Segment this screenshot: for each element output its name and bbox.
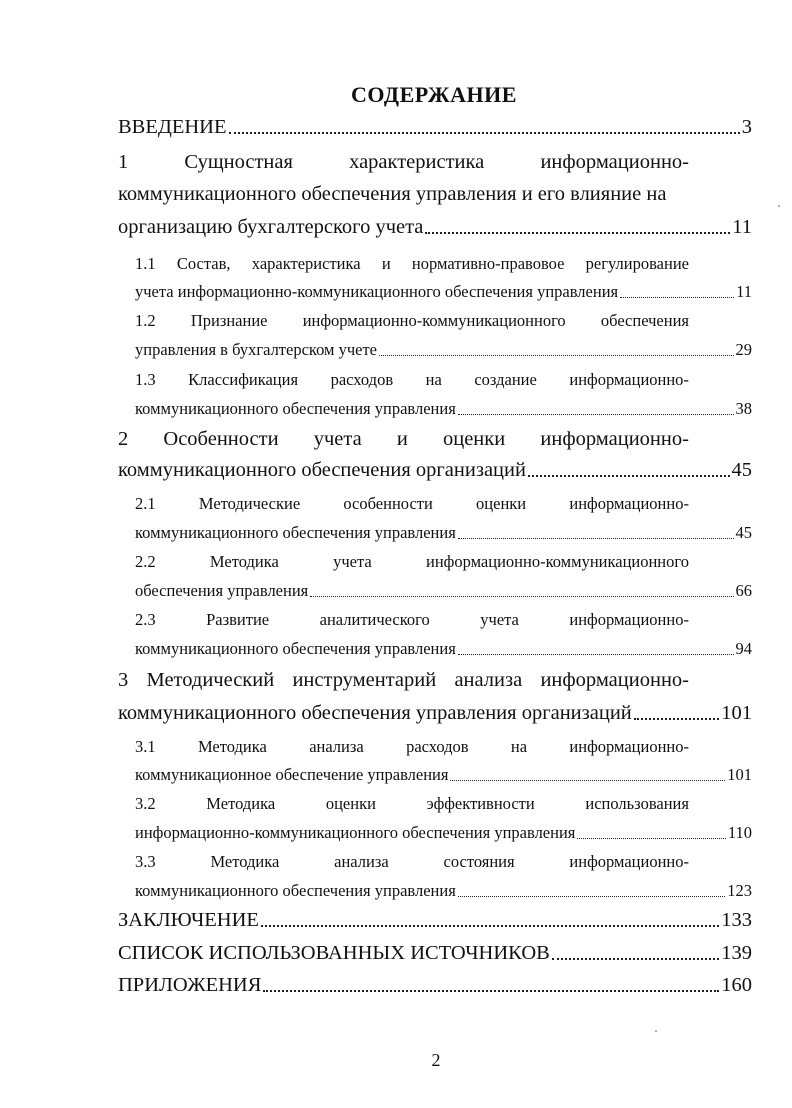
toc-entry-text: коммуникационного обеспечения управления и его влияние на bbox=[118, 183, 667, 205]
word: эффективности bbox=[426, 794, 535, 813]
toc-page-number: 139 bbox=[721, 942, 752, 964]
toc-section-2-1-line-1[interactable] bbox=[135, 494, 689, 514]
chapter-number: 3 bbox=[118, 669, 129, 691]
toc-entry-intro[interactable] bbox=[118, 116, 752, 139]
scan-speck bbox=[655, 1030, 657, 1032]
toc-page-number: 45 bbox=[731, 459, 752, 481]
toc-section-1-1-line-2[interactable] bbox=[135, 282, 752, 302]
word: и bbox=[381, 254, 391, 273]
dot-leader bbox=[620, 297, 734, 298]
toc-entry-text: учета информационно-коммуникационного обеспечения управления bbox=[135, 282, 619, 301]
word: информационно- bbox=[569, 494, 689, 513]
toc-page-number: 101 bbox=[727, 765, 752, 784]
word: расходов bbox=[330, 370, 394, 389]
toc-entry-text: коммуникационного обеспечения управления bbox=[135, 399, 456, 418]
toc-chapter-1-line-1[interactable] bbox=[118, 151, 689, 174]
word: информационно- bbox=[540, 428, 689, 450]
word: создание bbox=[474, 370, 537, 389]
toc-section-3-3-line-1[interactable] bbox=[135, 852, 689, 872]
word: использования bbox=[585, 794, 689, 813]
toc-section-2-2-line-2[interactable] bbox=[135, 581, 752, 601]
toc-section-2-3-line-2[interactable] bbox=[135, 639, 752, 659]
toc-section-3-2-line-1[interactable] bbox=[135, 794, 689, 814]
chapter-number: 2 bbox=[118, 428, 129, 450]
word: оценки bbox=[476, 494, 527, 513]
word: учета bbox=[333, 552, 372, 571]
toc-section-1-3-line-2[interactable] bbox=[135, 399, 752, 419]
section-number: 3.3 bbox=[135, 852, 156, 871]
dot-leader bbox=[458, 414, 734, 415]
chapter-number: 1 bbox=[118, 151, 129, 173]
toc-entry-text: обеспечения управления bbox=[135, 581, 309, 600]
toc-page-number: 133 bbox=[721, 909, 752, 931]
toc-page-number: 66 bbox=[735, 581, 752, 600]
toc-chapter-2-line-1[interactable] bbox=[118, 428, 689, 451]
toc-entry-label: ВВЕДЕНИЕ bbox=[118, 116, 227, 138]
word: аналитического bbox=[319, 610, 430, 629]
toc-entry-text: коммуникационного обеспечения управления организаций bbox=[118, 702, 632, 724]
section-number: 1.3 bbox=[135, 370, 156, 389]
toc-entry-text: коммуникационного обеспечения управления bbox=[135, 639, 456, 658]
toc-entry-text: информационно-коммуникационного обеспечения управления bbox=[135, 823, 576, 842]
toc-page-number: 38 bbox=[735, 399, 752, 418]
toc-section-1-3-line-1[interactable] bbox=[135, 370, 689, 390]
word: Особенности bbox=[163, 428, 279, 450]
dot-leader bbox=[229, 132, 740, 134]
section-number: 3.2 bbox=[135, 794, 156, 813]
toc-section-3-2-line-2[interactable] bbox=[135, 823, 752, 843]
word: Методика bbox=[209, 552, 279, 571]
dot-leader bbox=[577, 838, 725, 839]
dot-leader bbox=[425, 232, 730, 234]
word: расходов bbox=[406, 737, 469, 756]
section-number: 2.1 bbox=[135, 494, 156, 513]
dot-leader bbox=[458, 896, 725, 897]
dot-leader bbox=[528, 475, 730, 477]
section-number: 1.2 bbox=[135, 311, 156, 330]
toc-page-number: 29 bbox=[735, 340, 752, 359]
word: анализа bbox=[309, 737, 364, 756]
word: информационно- bbox=[540, 151, 689, 173]
toc-entry-text: организацию бухгалтерского учета bbox=[118, 216, 424, 238]
word: Методика bbox=[197, 737, 267, 756]
toc-page-number: 123 bbox=[727, 881, 752, 900]
toc-section-3-1-line-2[interactable] bbox=[135, 765, 752, 785]
toc-section-1-2-line-1[interactable] bbox=[135, 311, 689, 331]
toc-section-1-2-line-2[interactable] bbox=[135, 340, 752, 360]
word: учета bbox=[313, 428, 362, 450]
dot-leader bbox=[458, 538, 734, 539]
toc-section-1-1-line-1[interactable] bbox=[135, 254, 689, 274]
toc-chapter-2-line-2[interactable] bbox=[118, 459, 752, 482]
toc-page-number: 160 bbox=[721, 974, 752, 996]
word: учета bbox=[480, 610, 519, 629]
word: информационно- bbox=[569, 610, 689, 629]
toc-entry-text: коммуникационное обеспечение управления bbox=[135, 765, 449, 784]
dot-leader bbox=[450, 780, 725, 781]
word: инструментарий bbox=[292, 669, 437, 691]
page-number: 2 bbox=[431, 1050, 441, 1070]
word: и bbox=[396, 428, 408, 450]
dot-leader bbox=[634, 718, 719, 720]
dot-leader bbox=[263, 990, 719, 992]
word: регулирование bbox=[585, 254, 689, 273]
word: анализа bbox=[334, 852, 389, 871]
word: характеристика bbox=[349, 151, 485, 173]
toc-chapter-3-line-1[interactable] bbox=[118, 669, 689, 692]
word: информационно- bbox=[569, 370, 689, 389]
word: информационно-коммуникационного bbox=[426, 552, 689, 571]
toc-section-2-1-line-2[interactable] bbox=[135, 523, 752, 543]
word: Сущностная bbox=[184, 151, 293, 173]
word: особенности bbox=[343, 494, 433, 513]
section-number: 2.3 bbox=[135, 610, 156, 629]
dot-leader bbox=[552, 958, 719, 960]
section-number: 2.2 bbox=[135, 552, 156, 571]
word: Методика bbox=[206, 794, 276, 813]
word: Методика bbox=[210, 852, 280, 871]
dot-leader bbox=[458, 654, 734, 655]
toc-chapter-1-line-2 bbox=[118, 183, 666, 206]
toc-page-number: 11 bbox=[732, 216, 752, 238]
word: информационно- bbox=[569, 737, 689, 756]
dot-leader bbox=[261, 925, 719, 927]
word: Признание bbox=[190, 311, 268, 330]
toc-entry-label: СПИСОК ИСПОЛЬЗОВАННЫХ ИСТОЧНИКОВ bbox=[118, 942, 550, 964]
toc-entry-sources[interactable] bbox=[118, 942, 752, 965]
dot-leader bbox=[310, 596, 733, 597]
word: на bbox=[510, 737, 528, 756]
word: состояния bbox=[443, 852, 515, 871]
toc-entry-text: коммуникационного обеспечения организаций bbox=[118, 459, 526, 481]
dot-leader bbox=[379, 355, 733, 356]
toc-section-2-2-line-1[interactable] bbox=[135, 552, 689, 572]
word: информационно- bbox=[569, 852, 689, 871]
toc-page-number: 110 bbox=[727, 823, 752, 842]
toc-page-number: 101 bbox=[721, 702, 752, 724]
word: оценки bbox=[442, 428, 506, 450]
word: характеристика bbox=[251, 254, 361, 273]
toc-entry-text: коммуникационного обеспечения управления bbox=[135, 881, 456, 900]
toc-page-number: 94 bbox=[735, 639, 752, 658]
word: Состав, bbox=[176, 254, 231, 273]
toc-entry-appendix[interactable] bbox=[118, 974, 752, 997]
toc-chapter-3-line-2[interactable] bbox=[118, 702, 752, 725]
word: обеспечения bbox=[600, 311, 689, 330]
section-number: 1.1 bbox=[135, 254, 156, 273]
word: Методический bbox=[146, 669, 275, 691]
toc-section-2-3-line-1[interactable] bbox=[135, 610, 689, 630]
word: оценки bbox=[325, 794, 376, 813]
word: анализа bbox=[454, 669, 523, 691]
word: Классификация bbox=[188, 370, 299, 389]
toc-entry-text: управления в бухгалтерском учете bbox=[135, 340, 378, 359]
toc-page-number: 45 bbox=[735, 523, 752, 542]
word: нормативно-правовое bbox=[411, 254, 565, 273]
word: на bbox=[425, 370, 442, 389]
toc-entry-label: ПРИЛОЖЕНИЯ bbox=[118, 974, 262, 996]
word: Развитие bbox=[206, 610, 270, 629]
toc-chapter-1-line-3[interactable] bbox=[118, 216, 752, 239]
toc-page-number: 11 bbox=[736, 282, 752, 301]
word: информационно- bbox=[540, 669, 689, 691]
section-number: 3.1 bbox=[135, 737, 156, 756]
page-title: СОДЕРЖАНИЕ bbox=[351, 82, 517, 107]
toc-entry-text: коммуникационного обеспечения управления bbox=[135, 523, 456, 542]
word: информационно-коммуникационного bbox=[302, 311, 566, 330]
toc-section-3-3-line-2[interactable] bbox=[135, 881, 752, 901]
toc-page-number: 3 bbox=[741, 116, 752, 138]
toc-entry-label: ЗАКЛЮЧЕНИЕ bbox=[118, 909, 259, 931]
toc-section-3-1-line-1[interactable] bbox=[135, 737, 689, 757]
toc-entry-conclusion[interactable] bbox=[118, 909, 752, 932]
scan-speck bbox=[778, 205, 780, 207]
word: Методические bbox=[198, 494, 301, 513]
